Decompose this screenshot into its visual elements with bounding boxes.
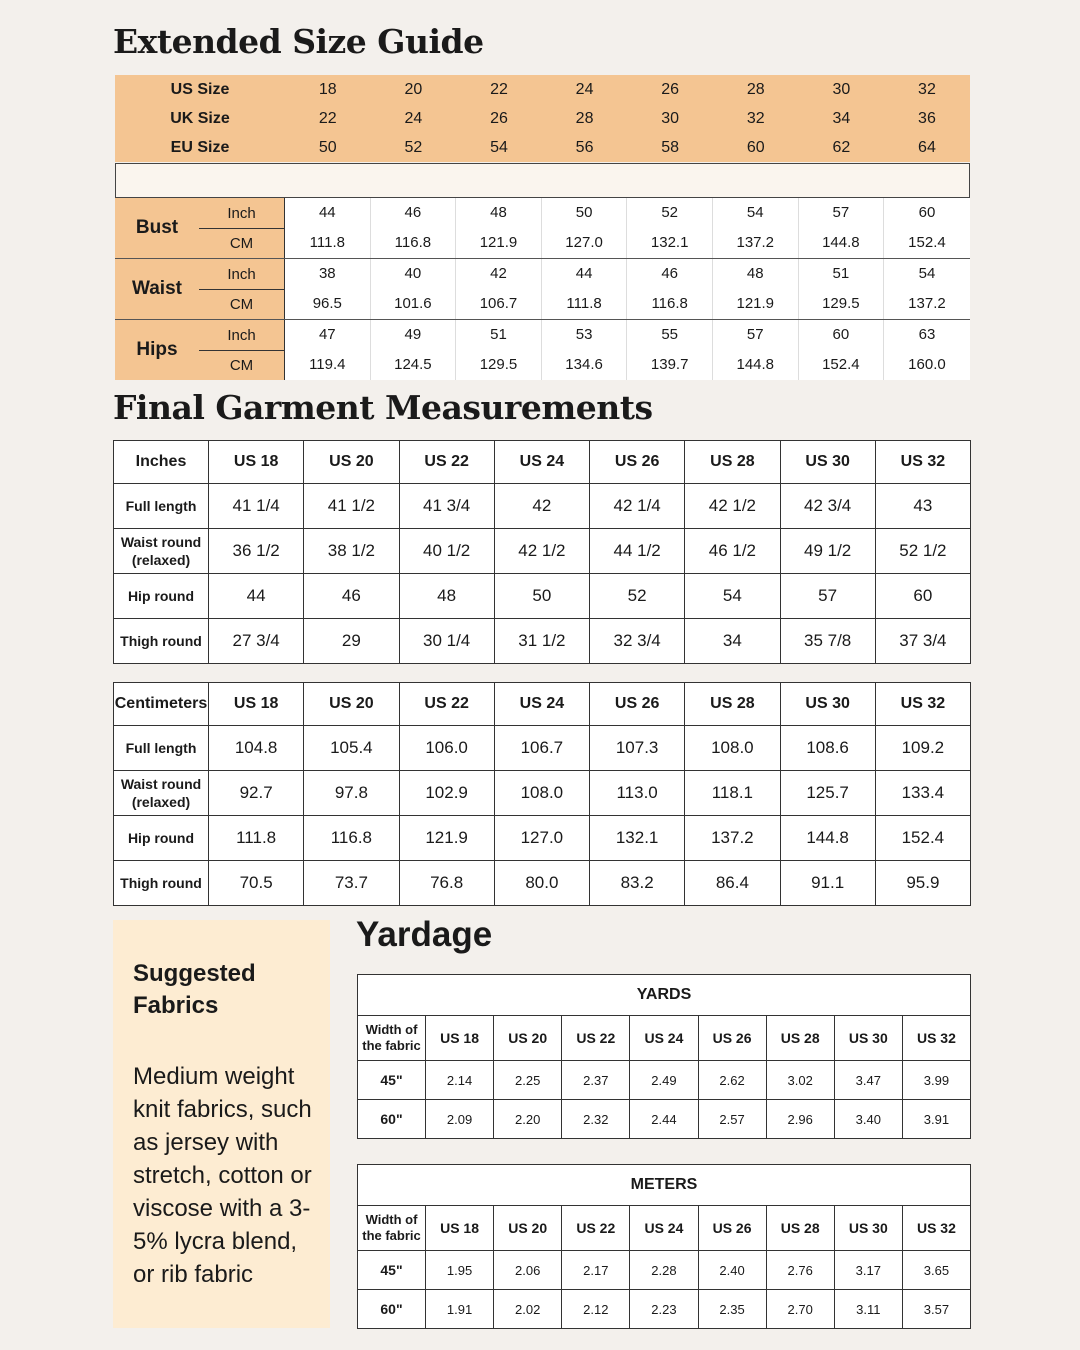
table-cell: 38 1/2 xyxy=(304,529,399,574)
row-label-line: Thigh round xyxy=(120,875,202,891)
table-cell: 2.37 xyxy=(562,1061,630,1100)
table-cell: 2.06 xyxy=(494,1251,562,1290)
measurement-value: 51 xyxy=(799,259,885,289)
table-header-row xyxy=(358,1206,971,1251)
measurement-value: 101.6 xyxy=(371,289,457,319)
row-label-line: Hip round xyxy=(127,588,195,604)
row-label-line: Hip round xyxy=(127,830,195,846)
measurement-value: 49 xyxy=(371,320,457,350)
measurement-group-bust xyxy=(115,198,970,259)
column-header: US 22 xyxy=(399,683,494,726)
garment-inches-table xyxy=(113,440,971,664)
size-value: 58 xyxy=(661,138,680,156)
table-cell: 118.1 xyxy=(685,771,780,816)
measurement-row-cm xyxy=(285,289,970,319)
measurement-units xyxy=(199,259,284,319)
width-label-line: the fabric xyxy=(362,1038,421,1053)
size-value: 24 xyxy=(404,109,423,127)
table-cell: 27 3/4 xyxy=(209,619,304,664)
unit-header: METERS xyxy=(358,1165,971,1206)
table-cell: 121.9 xyxy=(399,816,494,861)
table-cell: 2.12 xyxy=(562,1290,630,1329)
table-cell: 2.20 xyxy=(494,1100,562,1139)
table-row xyxy=(114,861,971,906)
table-cell: 40 1/2 xyxy=(399,529,494,574)
column-header: US 18 xyxy=(209,683,304,726)
measurement-value: 106.7 xyxy=(456,289,542,319)
table-cell: 3.40 xyxy=(834,1100,902,1139)
column-header: US 22 xyxy=(562,1206,630,1251)
table-cell: 133.4 xyxy=(875,771,970,816)
size-value: 32 xyxy=(918,80,936,98)
unit-divider xyxy=(199,228,284,229)
table-cell: 80.0 xyxy=(494,861,589,906)
row-label xyxy=(114,816,209,861)
size-value: 36 xyxy=(918,109,936,127)
table-header-row xyxy=(114,441,971,484)
table-cell: 2.70 xyxy=(766,1290,834,1329)
measurement-value: 127.0 xyxy=(542,228,628,258)
measurement-value: 46 xyxy=(627,259,713,289)
table-cell: 108.0 xyxy=(685,726,780,771)
measurement-value: 51 xyxy=(456,320,542,350)
unit-label-cm: CM xyxy=(229,234,254,252)
measurement-units xyxy=(199,320,284,380)
unit-header: YARDS xyxy=(358,975,971,1016)
table-cell: 2.32 xyxy=(562,1100,630,1139)
measurement-row-cm xyxy=(285,350,970,380)
measurement-value: 47 xyxy=(285,320,371,350)
table-cell: 42 xyxy=(494,484,589,529)
size-value: 50 xyxy=(318,138,337,156)
measurement-value: 160.0 xyxy=(908,356,946,373)
measurement-value: 137.2 xyxy=(713,228,799,258)
column-header: US 30 xyxy=(780,441,875,484)
measurement-value: 55 xyxy=(627,320,713,350)
size-value: 22 xyxy=(490,80,508,98)
table-cell: 2.14 xyxy=(426,1061,494,1100)
table-cell: 50 xyxy=(494,574,589,619)
size-value: 30 xyxy=(661,109,680,127)
table-cell: 2.49 xyxy=(630,1061,698,1100)
row-label-line: Thigh round xyxy=(120,633,202,649)
table-row xyxy=(114,619,971,664)
measurement-value: 111.8 xyxy=(285,228,371,258)
measurement-value: 111.8 xyxy=(542,289,628,319)
table-cell: 109.2 xyxy=(875,726,970,771)
size-value: 34 xyxy=(832,109,851,127)
table-cell: 3.99 xyxy=(902,1061,970,1100)
table-cell: 2.96 xyxy=(766,1100,834,1139)
column-header: US 32 xyxy=(902,1016,970,1061)
unit-label-inch: Inch xyxy=(227,204,256,222)
table-cell: 2.09 xyxy=(426,1100,494,1139)
table-cell: 2.40 xyxy=(698,1251,766,1290)
table-cell: 107.3 xyxy=(590,726,685,771)
column-header: US 30 xyxy=(834,1206,902,1251)
table-cell: 97.8 xyxy=(304,771,399,816)
table-cell: 3.57 xyxy=(902,1290,970,1329)
fabric-width: 60" xyxy=(358,1290,426,1329)
table-cell: 43 xyxy=(875,484,970,529)
measurement-values xyxy=(284,259,970,319)
column-header: US 32 xyxy=(875,683,970,726)
table-cell: 92.7 xyxy=(209,771,304,816)
table-cell: 52 1/2 xyxy=(875,529,970,574)
column-header: US 24 xyxy=(494,441,589,484)
measurement-value: 124.5 xyxy=(371,350,457,380)
column-header: US 30 xyxy=(834,1016,902,1061)
measurement-value: 38 xyxy=(285,259,371,289)
table-cell: 42 1/2 xyxy=(494,529,589,574)
table-cell: 2.28 xyxy=(630,1251,698,1290)
table-cell: 152.4 xyxy=(875,816,970,861)
table-cell: 127.0 xyxy=(494,816,589,861)
measurement-values xyxy=(284,198,970,258)
measurement-value: 52 xyxy=(627,198,713,228)
size-value: 60 xyxy=(746,138,765,156)
size-row-label: UK Size xyxy=(170,109,230,127)
column-header: US 18 xyxy=(426,1016,494,1061)
size-row xyxy=(115,75,970,104)
measurement-name: Hips xyxy=(115,320,199,380)
measurement-values xyxy=(284,320,970,380)
size-value: 32 xyxy=(746,109,765,127)
table-cell: 3.17 xyxy=(834,1251,902,1290)
size-row-label: US Size xyxy=(170,80,230,98)
table-cell: 108.0 xyxy=(494,771,589,816)
table-cell: 137.2 xyxy=(685,816,780,861)
table-cell: 76.8 xyxy=(399,861,494,906)
column-header: US 30 xyxy=(780,683,875,726)
table-cell: 125.7 xyxy=(780,771,875,816)
measurement-value: 54 xyxy=(918,265,936,282)
table-cell: 105.4 xyxy=(304,726,399,771)
table-cell: 3.02 xyxy=(766,1061,834,1100)
unit-label-inch: Inch xyxy=(227,265,256,283)
measurement-name: Waist xyxy=(115,259,199,319)
table-cell: 144.8 xyxy=(780,816,875,861)
width-label-line: the fabric xyxy=(362,1228,421,1243)
column-header: US 18 xyxy=(209,441,304,484)
table-cell: 42 1/2 xyxy=(685,484,780,529)
size-value: 28 xyxy=(575,109,594,127)
measurement-value: 139.7 xyxy=(627,350,713,380)
measurement-group-waist xyxy=(115,259,970,320)
measurement-value: 63 xyxy=(918,326,936,343)
table-cell: 73.7 xyxy=(304,861,399,906)
measurement-value: 152.4 xyxy=(799,350,885,380)
measurement-value: 134.6 xyxy=(542,350,628,380)
column-header: US 26 xyxy=(698,1016,766,1061)
measurement-value: 132.1 xyxy=(627,228,713,258)
table-cell: 102.9 xyxy=(399,771,494,816)
table-row xyxy=(358,1061,971,1100)
measurement-value: 60 xyxy=(918,204,936,221)
column-header: US 26 xyxy=(590,683,685,726)
size-value: 52 xyxy=(404,138,423,156)
table-header-row xyxy=(114,683,971,726)
measurement-units xyxy=(199,198,284,258)
size-row xyxy=(115,104,970,133)
row-label-line: Full length xyxy=(125,498,197,514)
table-cell: 132.1 xyxy=(590,816,685,861)
table-cell: 2.62 xyxy=(698,1061,766,1100)
column-header: US 32 xyxy=(902,1206,970,1251)
fabric-width: 60" xyxy=(358,1100,426,1139)
measurement-row-cm xyxy=(285,228,970,258)
table-cell: 46 1/2 xyxy=(685,529,780,574)
measurement-row-inch xyxy=(285,320,970,350)
table-cell: 111.8 xyxy=(209,816,304,861)
measurement-name: Bust xyxy=(115,198,199,258)
table-cell: 57 xyxy=(780,574,875,619)
column-header: US 20 xyxy=(494,1206,562,1251)
yardage-yards-table xyxy=(357,974,971,1139)
yardage-meters-table xyxy=(357,1164,971,1329)
width-label xyxy=(358,1206,426,1251)
size-value: 26 xyxy=(661,80,680,98)
size-row xyxy=(115,133,970,162)
size-value: 22 xyxy=(318,109,337,127)
row-label xyxy=(114,484,209,529)
table-cell: 2.17 xyxy=(562,1251,630,1290)
table-cell: 113.0 xyxy=(590,771,685,816)
row-label xyxy=(114,619,209,664)
measurement-value: 48 xyxy=(456,198,542,228)
size-value: 24 xyxy=(575,80,594,98)
size-guide-title: Extended Size Guide xyxy=(113,22,484,61)
row-label xyxy=(114,726,209,771)
row-label xyxy=(114,861,209,906)
measurement-value: 129.5 xyxy=(456,350,542,380)
column-header: US 32 xyxy=(875,441,970,484)
measurement-value: 50 xyxy=(542,198,628,228)
measurement-value: 121.9 xyxy=(713,289,799,319)
column-header: US 20 xyxy=(494,1016,562,1061)
measurement-value: 54 xyxy=(713,198,799,228)
table-cell: 2.35 xyxy=(698,1290,766,1329)
table-cell: 44 1/2 xyxy=(590,529,685,574)
measurement-value: 144.8 xyxy=(799,228,885,258)
table-row xyxy=(358,1290,971,1329)
table-cell: 49 1/2 xyxy=(780,529,875,574)
size-value: 62 xyxy=(832,138,851,156)
table-row xyxy=(358,1251,971,1290)
table-cell: 91.1 xyxy=(780,861,875,906)
column-header: US 24 xyxy=(630,1016,698,1061)
size-value: 26 xyxy=(490,109,508,127)
measurement-value: 137.2 xyxy=(908,295,946,312)
column-header: US 24 xyxy=(630,1206,698,1251)
row-label xyxy=(114,529,209,574)
measurement-value: 121.9 xyxy=(456,228,542,258)
column-header: US 24 xyxy=(494,683,589,726)
table-cell: 32 3/4 xyxy=(590,619,685,664)
size-value: 54 xyxy=(490,138,508,156)
size-guide-table xyxy=(115,75,970,374)
measurement-value: 96.5 xyxy=(285,289,371,319)
table-cell: 41 1/4 xyxy=(209,484,304,529)
table-cell: 2.76 xyxy=(766,1251,834,1290)
measurement-value: 119.4 xyxy=(285,350,371,380)
column-header: US 28 xyxy=(766,1206,834,1251)
measurement-value: 44 xyxy=(542,259,628,289)
table-cell: 83.2 xyxy=(590,861,685,906)
table-cell: 42 1/4 xyxy=(590,484,685,529)
measurement-value: 57 xyxy=(799,198,885,228)
table-cell: 31 1/2 xyxy=(494,619,589,664)
table-cell: 37 3/4 xyxy=(875,619,970,664)
row-label-line: Full length xyxy=(125,740,197,756)
table-cell: 1.91 xyxy=(426,1290,494,1329)
table-cell: 95.9 xyxy=(875,861,970,906)
size-row-label: EU Size xyxy=(170,138,230,156)
table-row xyxy=(114,771,971,816)
column-header: US 20 xyxy=(304,441,399,484)
column-header: US 18 xyxy=(426,1206,494,1251)
measurement-value: 46 xyxy=(371,198,457,228)
size-value: 30 xyxy=(832,80,851,98)
size-value: 18 xyxy=(318,80,337,98)
measurement-value: 116.8 xyxy=(371,228,457,258)
measurement-value: 129.5 xyxy=(799,289,885,319)
column-header: US 26 xyxy=(698,1206,766,1251)
table-cell: 3.91 xyxy=(902,1100,970,1139)
unit-header-row xyxy=(358,1165,971,1206)
table-cell: 30 1/4 xyxy=(399,619,494,664)
suggested-fabrics-panel xyxy=(113,920,330,1328)
table-cell: 2.44 xyxy=(630,1100,698,1139)
unit-divider xyxy=(199,350,284,351)
fabrics-title: Suggested Fabrics xyxy=(133,960,256,1019)
measurement-value: 42 xyxy=(456,259,542,289)
measurement-value: 40 xyxy=(371,259,457,289)
table-cell: 116.8 xyxy=(304,816,399,861)
measurement-group-hips xyxy=(115,320,970,380)
table-cell: 29 xyxy=(304,619,399,664)
table-row xyxy=(114,574,971,619)
table-cell: 35 7/8 xyxy=(780,619,875,664)
size-value: 20 xyxy=(404,80,423,98)
column-header: US 22 xyxy=(399,441,494,484)
table-cell: 48 xyxy=(399,574,494,619)
row-label xyxy=(114,771,209,816)
column-header: US 26 xyxy=(590,441,685,484)
body-measurements xyxy=(115,198,970,380)
table-cell: 34 xyxy=(685,619,780,664)
measurement-value: 53 xyxy=(542,320,628,350)
measurement-row-inch xyxy=(285,259,970,289)
column-header: US 20 xyxy=(304,683,399,726)
table-cell: 36 1/2 xyxy=(209,529,304,574)
table-cell: 41 3/4 xyxy=(399,484,494,529)
unit-label-cm: CM xyxy=(229,356,254,374)
table-cell: 44 xyxy=(209,574,304,619)
yardage-title: Yardage xyxy=(356,915,493,954)
final-garment-title: Final Garment Measurements xyxy=(113,388,653,427)
size-conversion-header xyxy=(115,75,970,162)
width-label-line: Width of xyxy=(365,1022,418,1037)
measurement-value: 144.8 xyxy=(713,350,799,380)
table-cell: 3.47 xyxy=(834,1061,902,1100)
table-cell: 106.7 xyxy=(494,726,589,771)
table-corner-label: Centimeters xyxy=(114,683,209,726)
table-row xyxy=(114,484,971,529)
table-cell: 2.25 xyxy=(494,1061,562,1100)
fabrics-description: Medium weight knit fabrics, such as jersey with stretch, cotton or viscose with a 3-5% lycra blend, or rib fabric xyxy=(133,1063,312,1288)
row-label-line: Waist round xyxy=(120,534,202,550)
unit-label-inch: Inch xyxy=(227,326,256,344)
column-header: US 28 xyxy=(685,441,780,484)
row-label-line: Waist round xyxy=(120,776,202,792)
size-value: 28 xyxy=(746,80,765,98)
measurement-row-inch xyxy=(285,198,970,228)
measurement-value: 60 xyxy=(799,320,885,350)
table-cell: 46 xyxy=(304,574,399,619)
column-header: US 28 xyxy=(685,683,780,726)
table-row xyxy=(358,1100,971,1139)
size-value: 64 xyxy=(918,138,936,156)
column-header: US 28 xyxy=(766,1016,834,1061)
measurement-value: 48 xyxy=(713,259,799,289)
width-label-line: Width of xyxy=(365,1212,418,1227)
table-corner-label: Inches xyxy=(114,441,209,484)
width-label xyxy=(358,1016,426,1061)
measurement-value: 57 xyxy=(713,320,799,350)
table-cell: 2.02 xyxy=(494,1290,562,1329)
fabric-width: 45" xyxy=(358,1061,426,1100)
table-cell: 52 xyxy=(590,574,685,619)
size-value: 56 xyxy=(575,138,594,156)
table-cell: 1.95 xyxy=(426,1251,494,1290)
table-cell: 3.65 xyxy=(902,1251,970,1290)
table-cell: 106.0 xyxy=(399,726,494,771)
table-cell: 104.8 xyxy=(209,726,304,771)
table-cell: 2.23 xyxy=(630,1290,698,1329)
table-row xyxy=(114,726,971,771)
unit-header-row xyxy=(358,975,971,1016)
size-guide-spacer xyxy=(115,163,970,198)
column-header: US 22 xyxy=(562,1016,630,1061)
table-row xyxy=(114,816,971,861)
table-cell: 60 xyxy=(875,574,970,619)
table-cell: 2.57 xyxy=(698,1100,766,1139)
unit-label-cm: CM xyxy=(229,295,254,313)
table-cell: 41 1/2 xyxy=(304,484,399,529)
table-cell: 70.5 xyxy=(209,861,304,906)
table-header-row xyxy=(358,1016,971,1061)
table-row xyxy=(114,529,971,574)
unit-divider xyxy=(199,289,284,290)
table-cell: 3.11 xyxy=(834,1290,902,1329)
measurement-value: 44 xyxy=(285,198,371,228)
garment-cm-table xyxy=(113,682,971,906)
measurement-value: 116.8 xyxy=(627,289,713,319)
fabric-width: 45" xyxy=(358,1251,426,1290)
table-cell: 86.4 xyxy=(685,861,780,906)
row-label-line: (relaxed) xyxy=(131,552,191,568)
table-cell: 42 3/4 xyxy=(780,484,875,529)
measurement-value: 152.4 xyxy=(908,234,946,251)
row-label xyxy=(114,574,209,619)
table-cell: 108.6 xyxy=(780,726,875,771)
table-cell: 54 xyxy=(685,574,780,619)
row-label-line: (relaxed) xyxy=(131,794,191,810)
